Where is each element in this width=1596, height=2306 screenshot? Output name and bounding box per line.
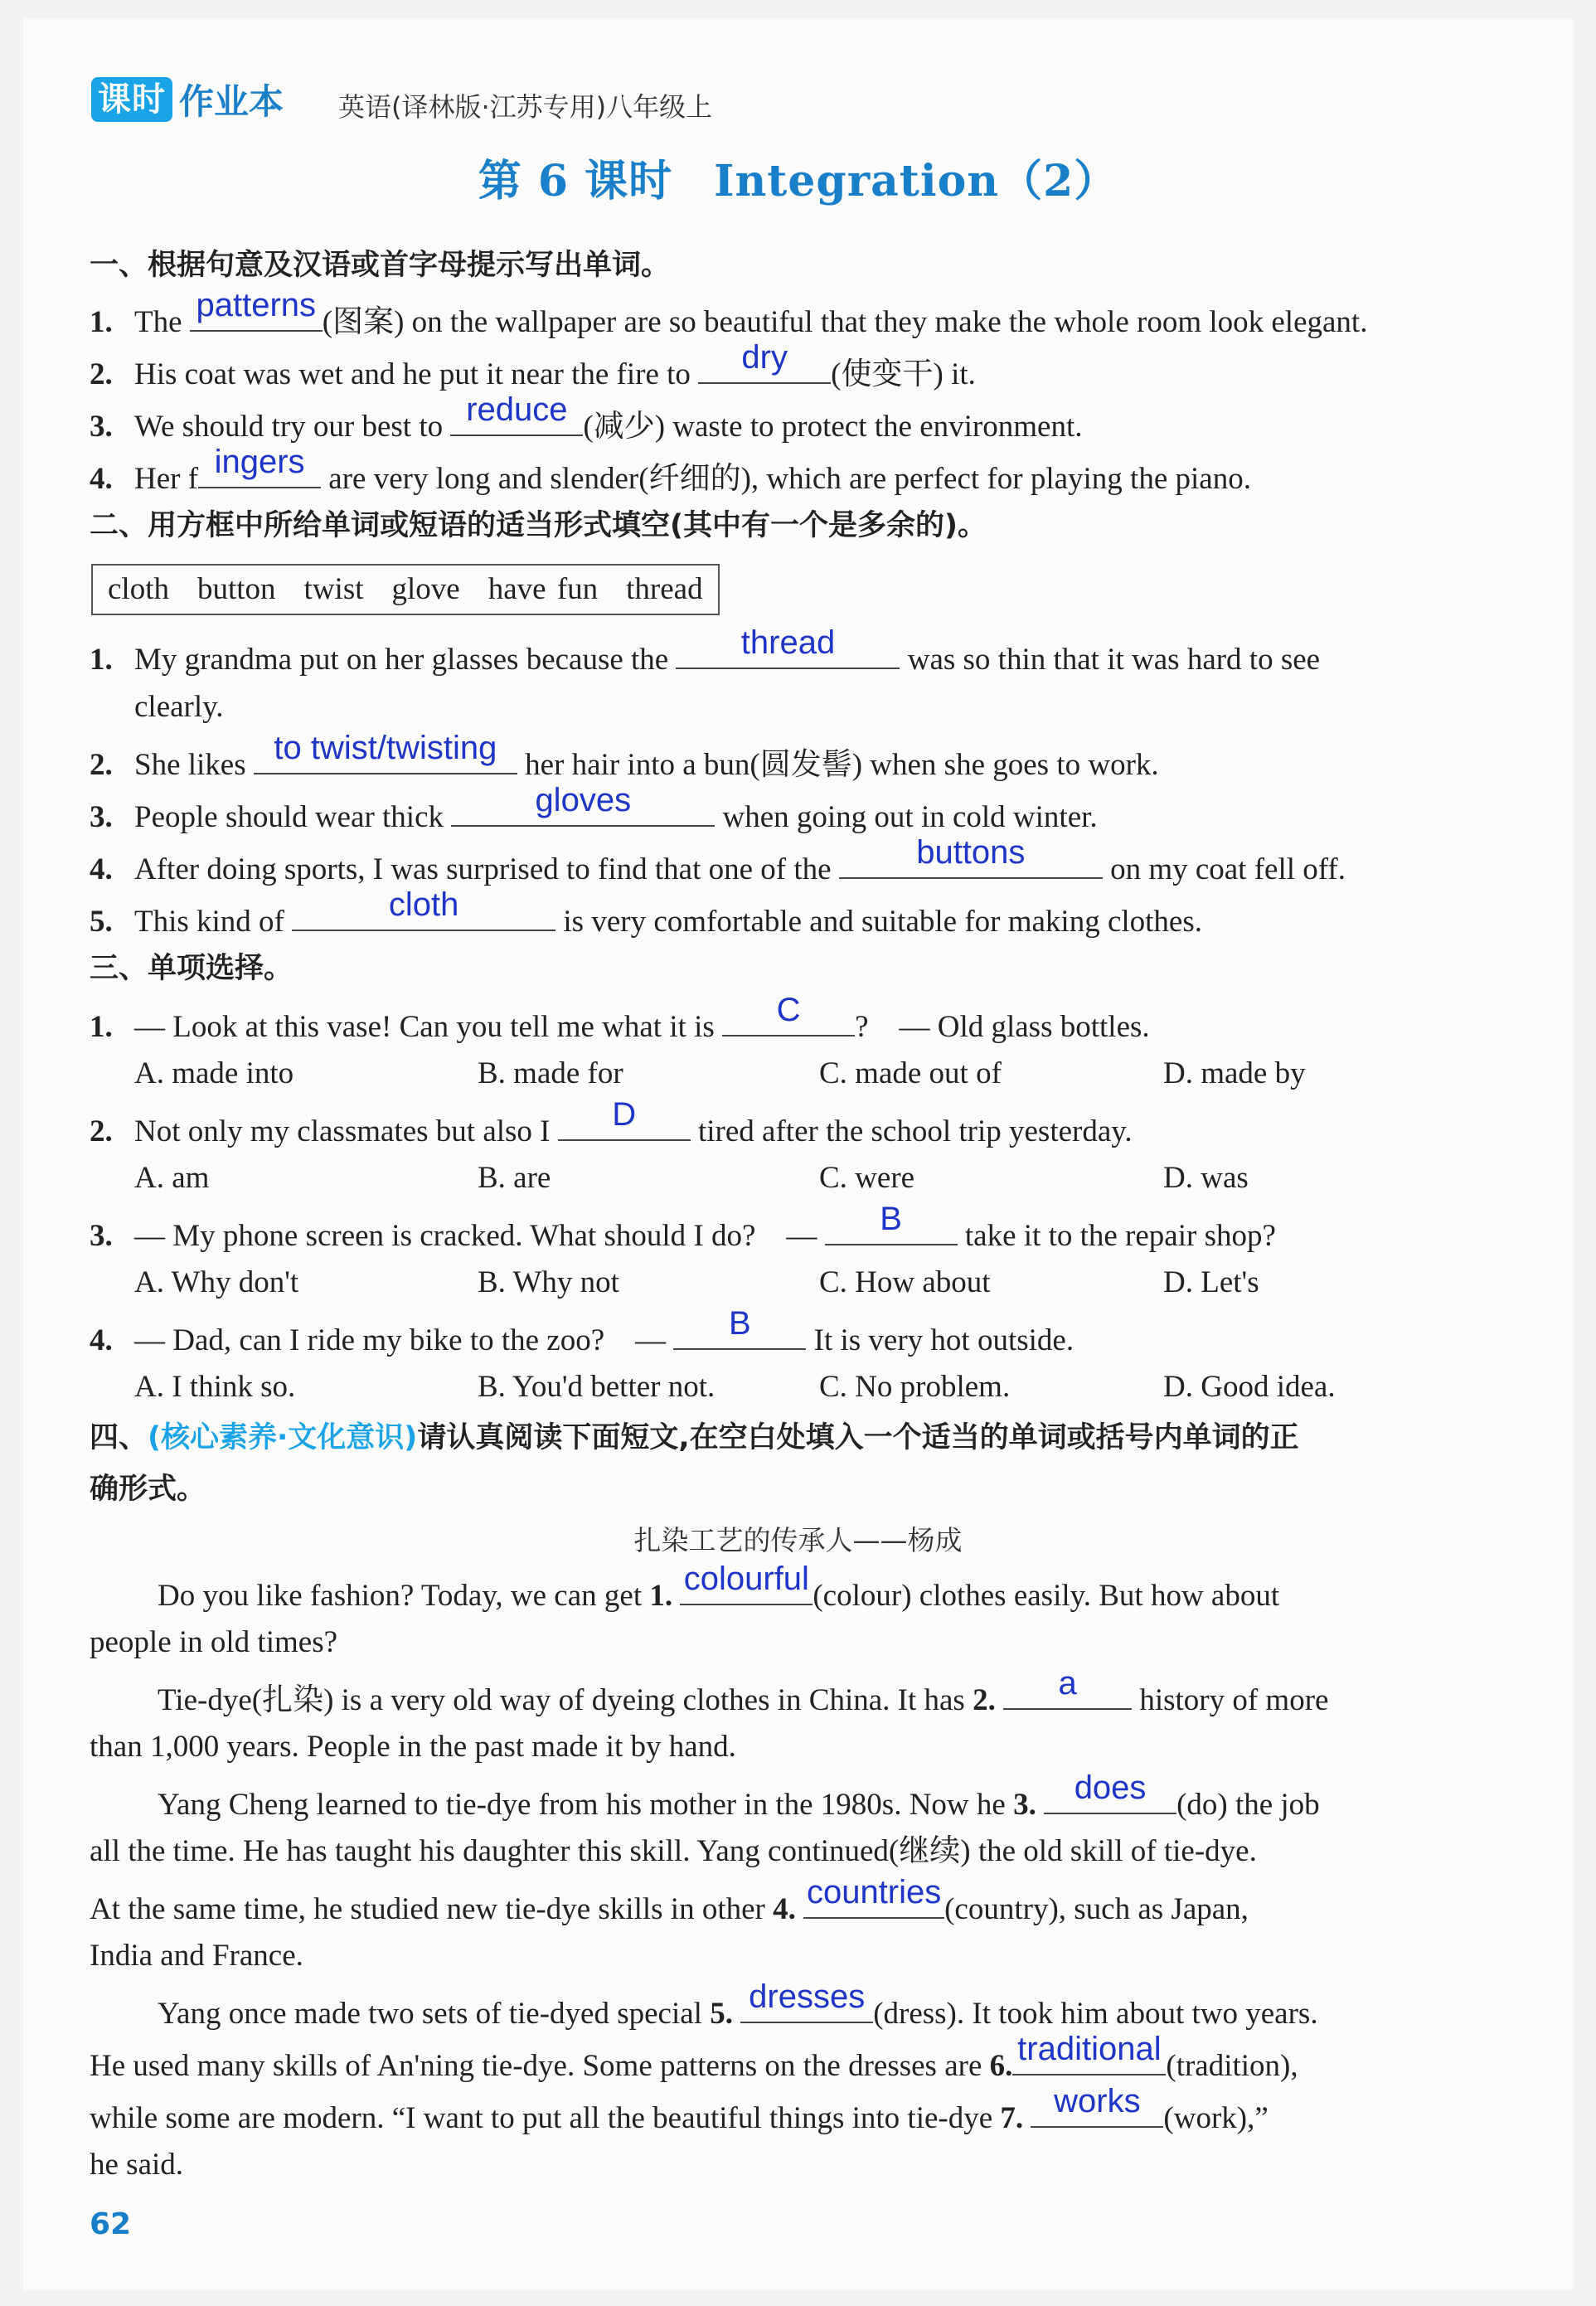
s2-question-4: 4. After doing sports, I was surprised to find that one of the buttons on my coat fell off. (90, 834, 1346, 886)
option-b[interactable]: B. made for (478, 1056, 623, 1090)
answer-blank[interactable]: dresses (740, 1988, 873, 2023)
s3-question-1: 1. — Look at this vase! Can you tell me what it is C ? — Old glass bottles. (90, 992, 1150, 1044)
option-d[interactable]: D. Let's (1163, 1265, 1259, 1299)
option-b[interactable]: B. are (478, 1161, 551, 1195)
lesson-title (0, 146, 1596, 208)
passage-line: He used many skills of An'ning tie-dye. Some patterns on the dresses are 6. traditional (tradition), (90, 2031, 1298, 2083)
passage-line: India and France. (90, 1939, 303, 1973)
answer-blank[interactable]: countries (803, 1884, 944, 1919)
answer-blank[interactable]: B (673, 1315, 806, 1350)
passage-line: Tie-dye(扎染) is a very old way of dyeing clothes in China. It has 2. a history of more (158, 1665, 1329, 1717)
word-option: glove (391, 572, 460, 606)
word-option: have fun (488, 572, 599, 606)
passage-line: Do you like fashion? Today, we can get 1. colourful (colour) clothes easily. But how about (158, 1561, 1280, 1613)
logo-text: 作业本 (179, 81, 284, 122)
answer-blank[interactable]: cloth (292, 896, 555, 931)
answer-blank[interactable]: patterns (190, 297, 323, 332)
section-3-title: 三、单项选择。 (90, 952, 293, 985)
answer-blank[interactable]: to twist/twisting (254, 740, 517, 774)
option-a[interactable]: A. made into (134, 1056, 294, 1090)
passage-line: Yang once made two sets of tie-dyed special 5. dresses (dress). It took him about two years. (158, 1978, 1318, 2031)
s1-question-4: 4. Her f ingers are very long and slender(纤细的), which are perfect for playing the piano. (90, 444, 1251, 496)
word-box (91, 564, 720, 615)
logo-box: 课时 (91, 77, 172, 122)
answer-blank[interactable]: dry (698, 349, 831, 384)
option-a[interactable]: A. Why don't (134, 1265, 299, 1299)
section-1-title: 一、根据句意及汉语或首字母提示写出单词。 (90, 249, 671, 282)
option-c[interactable]: C. No problem. (819, 1370, 1011, 1404)
s2-question-1-cont: clearly. (134, 690, 224, 724)
passage-line: while some are modern. “I want to put all the beautiful things into tie-dye 7. works (work),” (90, 2083, 1269, 2135)
answer-blank[interactable]: traditional (1012, 2041, 1166, 2075)
logo (91, 76, 284, 123)
option-b[interactable]: B. You'd better not. (478, 1370, 716, 1404)
s2-question-5: 5. This kind of cloth is very comfortable and suitable for making clothes. (90, 886, 1202, 939)
answer-blank[interactable]: C (722, 1002, 855, 1036)
core-competency-tag: (核心素养·文化意识) (148, 1421, 418, 1454)
word-option: twist (303, 572, 364, 606)
page-number: 62 (90, 2207, 132, 2241)
option-a[interactable]: A. I think so. (134, 1370, 296, 1404)
passage-line: than 1,000 years. People in the past made it by hand. (90, 1730, 736, 1764)
option-c[interactable]: C. How about (819, 1265, 991, 1299)
section-2-title: 二、用方框中所给单词或短语的适当形式填空(其中有一个是多余的)。 (90, 509, 987, 542)
option-c[interactable]: C. were (819, 1161, 915, 1195)
lesson-name: Integration（2） (714, 156, 1118, 206)
option-b[interactable]: B. Why not (478, 1265, 619, 1299)
answer-blank[interactable]: does (1044, 1779, 1176, 1814)
book-info: 英语(译林版·江苏专用)八年级上 (338, 91, 713, 123)
answer-blank[interactable]: D (558, 1106, 691, 1141)
passage-line: Yang Cheng learned to tie-dye from his mother in the 1980s. Now he 3. does (do) the job (158, 1770, 1320, 1822)
section-4-title-cont: 确形式。 (90, 1473, 206, 1506)
section-4-title: 四、(核心素养·文化意识)请认真阅读下面短文,在空白处填入一个适当的单词或括号内单词的正 (90, 1421, 1299, 1454)
passage-line: people in old times? (90, 1625, 338, 1659)
passage-line: all the time. He has taught his daughter this skill. Yang continued(继续) the old skill of tie-dye. (90, 1834, 1257, 1868)
s3-question-2: 2. Not only my classmates but also I D tired after the school trip yesterday. (90, 1096, 1133, 1148)
s3-question-3: 3. — My phone screen is cracked. What should I do? — B take it to the repair shop? (90, 1201, 1276, 1253)
answer-blank[interactable]: B (825, 1211, 958, 1245)
answer-blank[interactable]: a (1003, 1675, 1132, 1710)
word-option: button (196, 572, 276, 606)
s1-question-3: 3. We should try our best to reduce (减少) waste to protect the environment. (90, 391, 1083, 444)
option-d[interactable]: D. Good idea. (1163, 1370, 1336, 1404)
answer-blank[interactable]: thread (676, 634, 900, 669)
option-c[interactable]: C. made out of (819, 1056, 1002, 1090)
option-d[interactable]: D. made by (1163, 1056, 1306, 1090)
lesson-number: 第 6 课时 (478, 156, 673, 206)
option-a[interactable]: A. am (134, 1161, 210, 1195)
s2-question-1: 1. My grandma put on her glasses because the thread was so thin that it was hard to see (90, 624, 1321, 677)
word-option: thread (626, 572, 703, 606)
answer-blank[interactable]: works (1031, 2093, 1163, 2128)
answer-blank[interactable]: ingers (198, 454, 321, 488)
answer-blank[interactable]: reduce (450, 401, 583, 436)
s2-question-2: 2. She likes to twist/twisting her hair into a bun(圆发髻) when she goes to work. (90, 730, 1159, 782)
word-option: cloth (108, 572, 169, 606)
answer-blank[interactable]: buttons (839, 844, 1103, 879)
passage-line: he said. (90, 2148, 184, 2182)
answer-blank[interactable]: colourful (680, 1571, 813, 1605)
answer-blank[interactable]: gloves (451, 792, 715, 827)
s1-question-2: 2. His coat was wet and he put it near the fire to dry (使变干) it. (90, 339, 976, 391)
s1-question-1: 1. The patterns (图案) on the wallpaper are so beautiful that they make the whole room look elegant. (90, 287, 1368, 339)
passage-line: At the same time, he studied new tie-dye skills in other 4. countries (country), such as Japan, (90, 1874, 1249, 1926)
option-d[interactable]: D. was (1163, 1161, 1249, 1195)
s2-question-3: 3. People should wear thick gloves when going out in cold winter. (90, 782, 1098, 834)
s3-question-4: 4. — Dad, can I ride my bike to the zoo? — B It is very hot outside. (90, 1305, 1075, 1357)
passage-title: 扎染工艺的传承人——杨成 (633, 1524, 963, 1556)
